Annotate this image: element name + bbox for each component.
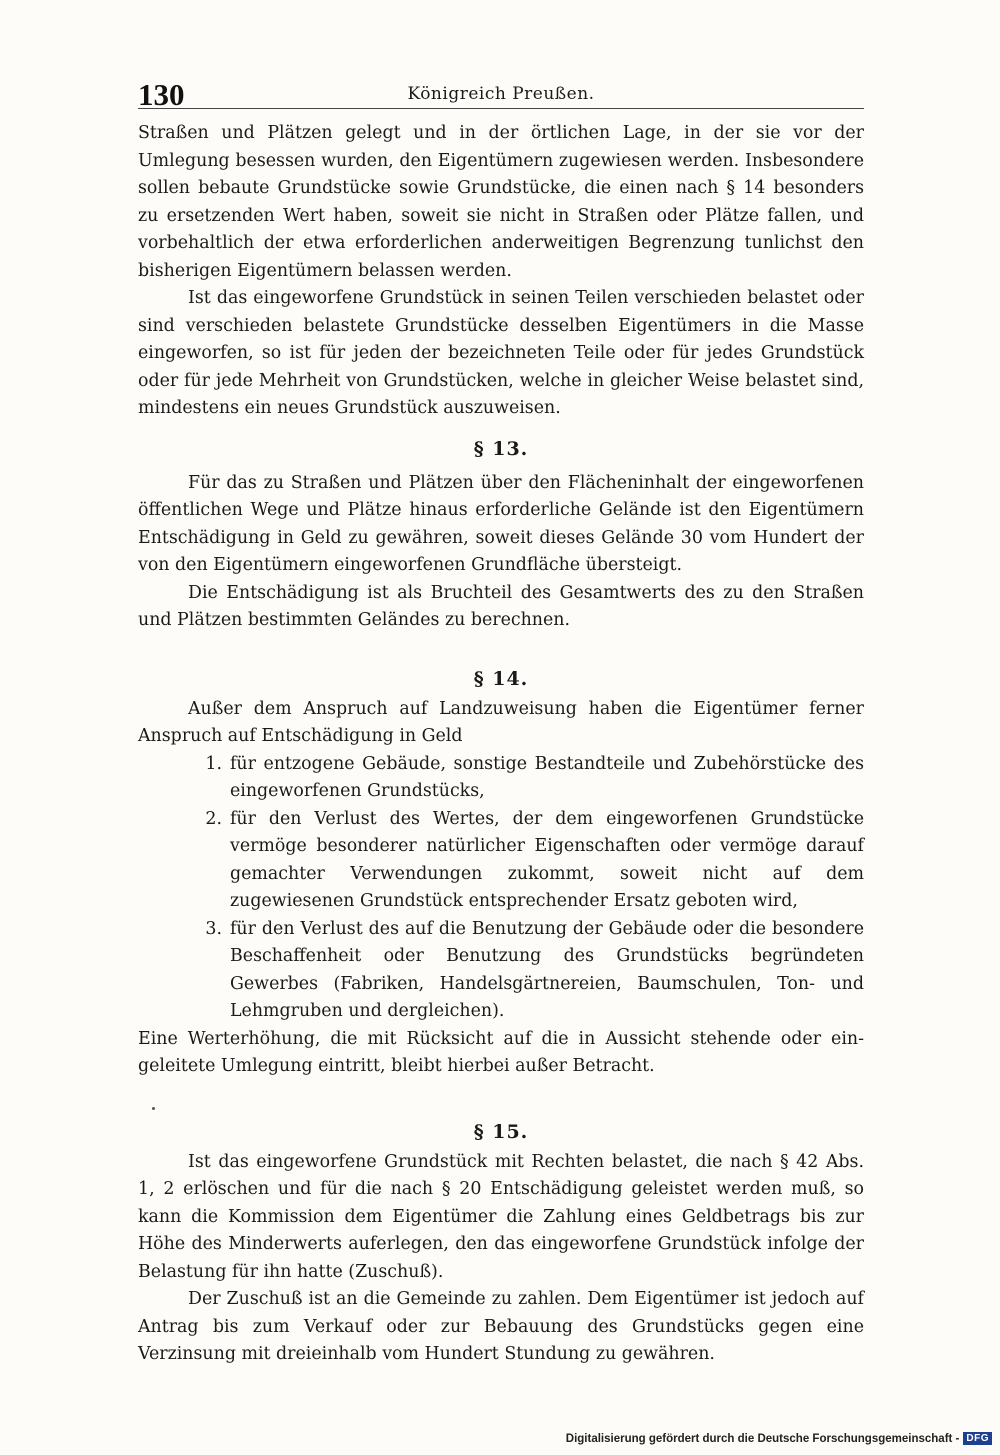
body-text xyxy=(138,120,864,1369)
running-head: Königreich Preußen. xyxy=(407,84,595,104)
paragraph: Ist das eingeworfene Grundstück in seinen Teilen verschieden belastet oder sind verschieden belastete Grundstücke desselben Eigentümers in die Masse eingeworfen, so ist für jeden der bezeichneten Teile oder für jedes Grundstück oder für jede Mehrheit von Grundstücken, welche in gleicher Weise belastet sind, mindestens ein neues Grundstück auszuweisen. xyxy=(138,288,864,418)
header-rule xyxy=(138,108,864,109)
list-number: 3. xyxy=(205,918,222,939)
list-text: für den Verlust des auf die Benutzung der Gebäude oder die besondere Beschaffenheit oder Benutzung des Grundstücks begründeten Gewerbes (Fabriken, Handelsgärtnereien, Baumschulen, Ton- und Lehmgruben und dergleichen). xyxy=(230,918,864,1021)
dfg-logo: DFG xyxy=(963,1432,992,1445)
digitization-credit xyxy=(566,1432,992,1445)
section-heading-14: § 14. xyxy=(473,667,529,690)
list-number: 2. xyxy=(205,808,222,829)
list-item xyxy=(138,916,864,1026)
paragraph: Eine Werterhöhung, die mit Rücksicht auf die in Aussicht stehende oder eingeleitete Umlegung eintritt, bleibt hierbei außer Betracht. xyxy=(138,1028,864,1076)
list-number: 1. xyxy=(205,753,222,774)
credit-text: Digitalisierung gefördert durch die Deutsche Forschungsgemeinschaft - xyxy=(565,1432,960,1445)
section-heading-13: § 13. xyxy=(473,437,529,460)
paragraph: Für das zu Straßen und Plätzen über den Flächeninhalt der eingeworfenen öffentlichen Wege und Plätze hinaus erforderliche Gelände ist den Eigentümern Entschädigung in Geld zu gewähren, soweit dieses Gelände 30 vom Hundert der von den Eigentümern eingeworfenen Grundfläche übersteigt. xyxy=(138,472,864,575)
paragraph: Der Zuschuß ist an die Gemeinde zu zahlen. Dem Eigentümer ist jedoch auf Antrag bis zum Verkauf oder zur Bebauung des Grundstücks gegen eine Verzinsung mit dreieinhalb vom Hundert Stundung zu gewähren. xyxy=(138,1289,864,1364)
list-text: für entzogene Gebäude, sonstige Bestandteile und Zubehörstücke des eingeworfenen Grundstücks, xyxy=(230,753,864,801)
paragraph: Ist das eingeworfene Grundstück mit Rechten belastet, die nach § 42 Abs. 1, 2 erlöschen und für die nach § 20 Entschädigung geleistet werden muß, so kann die Kommission dem Eigentümer die Zahlung eines Geldbetrags bis zur Höhe des Minderwerts auferlegen, den das eingeworfene Grundstück infolge der Belastung für ihn hatte (Zuschuß). xyxy=(138,1151,864,1282)
list-text: für den Verlust des Wertes, der dem eingeworfenen Grundstücke vermöge besonderer natürlicher Eigenschaften oder vermöge darauf gemachter Verwendungen zukommt, soweit nicht auf dem zugewiesenen Grundstück entsprechender Ersatz geboten wird, xyxy=(230,808,864,911)
scan-speck xyxy=(152,1107,155,1110)
continuation-paragraph: Straßen und Plätzen gelegt und in der örtlichen Lage, in der sie vor der Umlegung besessen wurden, den Eigentümern zugewiesen werden. Insbesondere sollen bebaute Grundstücke sowie Grundstücke, die einen nach § 14 besonders zu ersetzenden Wert haben, soweit sie nicht in Straßen oder Plätze fallen, und vorbehaltlich der etwa erforderlichen anderweitigen Begrenzung tunlichst den bisherigen Eigentümern belassen werden. xyxy=(138,123,864,281)
list-item xyxy=(138,751,864,806)
section-heading-15: § 15. xyxy=(473,1120,529,1143)
paragraph: Die Entschädigung ist als Bruchteil des Gesamtwerts des zu den Straßen und Plätzen bestimmten Geländes zu berechnen. xyxy=(138,582,864,630)
page-number: 130 xyxy=(138,77,185,112)
numbered-list xyxy=(138,751,864,1026)
paragraph: Außer dem Anspruch auf Landzuweisung haben die Eigentümer ferner Anspruch auf Entschädigung in Geld xyxy=(138,698,864,746)
list-item xyxy=(138,806,864,916)
